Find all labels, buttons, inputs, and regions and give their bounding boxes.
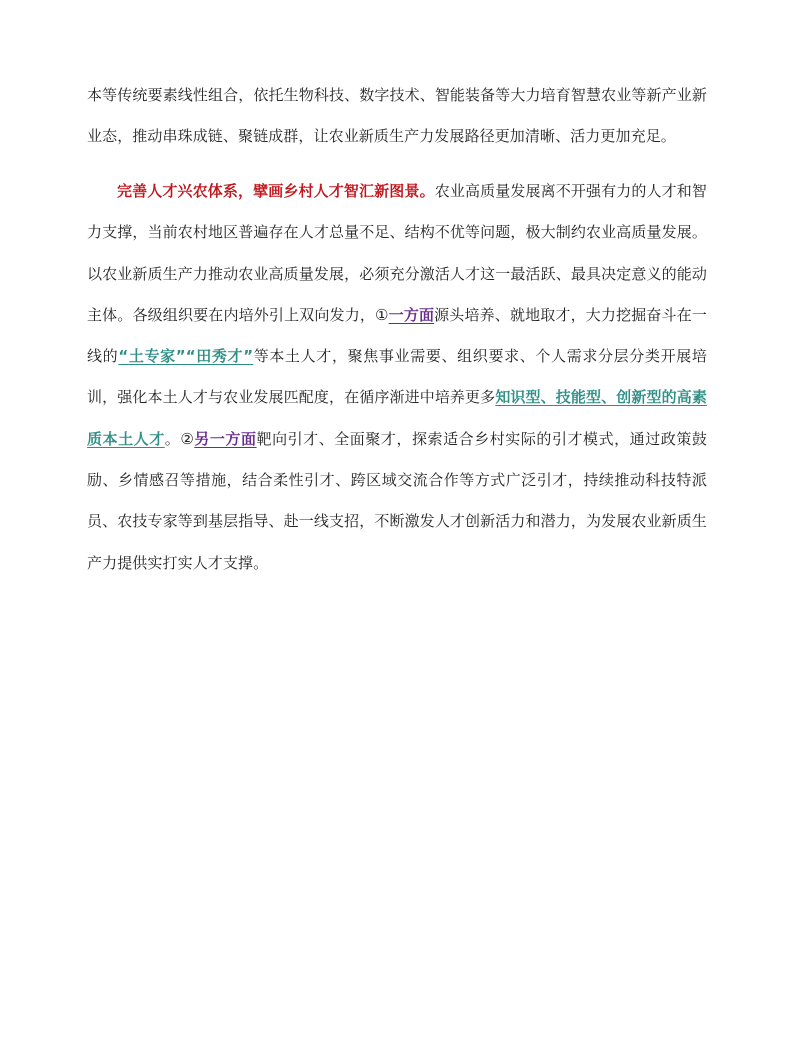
body-text-2: 源头培养、就地取才，大力挖掘奋斗在一线的 [87, 305, 707, 366]
keyword-high-quality-talent: 知识型、技能型、创新型的高素质本土人才 [87, 388, 708, 448]
body-text-1: 农业高质量发展离不开强有力的人才和智力支撑，当前农村地区普遍存在人才总量不足、结构不优等问题，极大制约农业高质量发展。以农业新质生产力推动农业高质量发展，必须充分激活人才这一最活跃、最具决定意义的能动主体。各级组织要在内培外引上双向发力， [87, 182, 707, 324]
body-text-5: 靶向引才、全面聚才，探索适合乡村实际的引才模式，通过政策鼓励、乡情感召等措施，结合柔性引才、跨区域交流合作等方式广泛引才，持续推动科技特派员、农技专家等到基层指导、赴一线支招，不断激发人才创新活力和潜力，为发展农业新质生产力提供实打实人才支撑。 [87, 429, 707, 572]
paragraph-1 [87, 75, 707, 158]
body-text-3: 等本土人才，聚焦事业需要、组织要求、个人需求分层分类开展培训，强化本土人才与农业发展匹配度，在循序渐进中培养更多 [87, 347, 708, 407]
paragraph-2 [87, 171, 707, 584]
keyword-local-experts: “土专家”“田秀才” [118, 347, 254, 366]
section-heading: 完善人才兴农体系，擘画乡村人才智汇新图景。 [117, 182, 435, 200]
marker-1: ① [375, 305, 389, 324]
keyword-on-one-hand: 一方面 [388, 305, 435, 324]
paragraph-1-text: 本等传统要素线性组合，依托生物科技、数字技术、智能装备等大力培育智慧农业等新产业新业态，推动串珠成链、聚链成群，让农业新质生产力发展路径更加清晰、活力更加充足。 [87, 86, 707, 146]
keyword-on-the-other-hand: 另一方面 [194, 429, 257, 448]
marker-2: ② [180, 429, 195, 448]
body-text-4: 。 [164, 429, 181, 448]
